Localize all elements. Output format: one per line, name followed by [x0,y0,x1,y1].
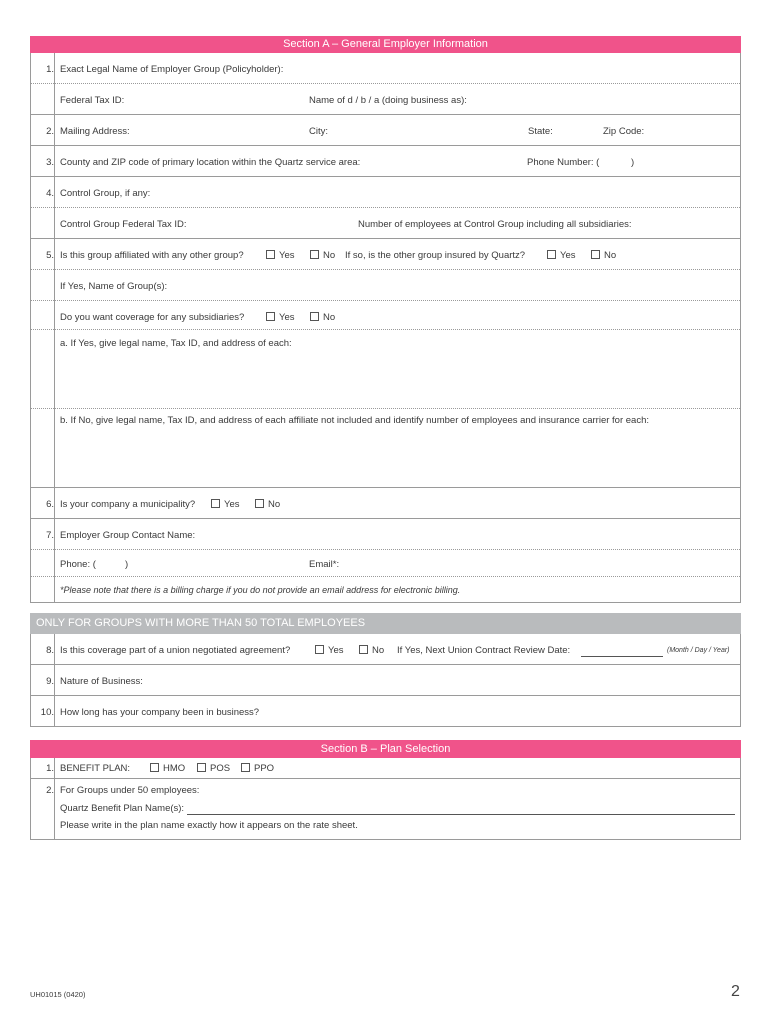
section-b-header: Section B – Plan Selection [30,740,741,758]
email-label: Email*: [309,559,340,570]
yes-label: Yes [224,499,240,510]
no-label: No [604,250,617,261]
benefit-plan-label: BENEFIT PLAN: [60,763,131,774]
federal-tax-row [31,84,740,115]
subsidiaries-no[interactable] [310,312,335,323]
federal-tax-id-label: Federal Tax ID: [60,95,125,106]
checkbox-icon[interactable] [547,250,556,259]
q8-row [31,634,740,665]
control-tax-id-label: Control Group Federal Tax ID: [60,219,187,230]
plan-names-label: Quartz Benefit Plan Name(s): [60,803,185,814]
control-group-label: Control Group, if any: [60,188,151,199]
q7-number: 7. [46,530,54,541]
nature-label: Nature of Business: [60,676,143,687]
checkbox-icon[interactable] [255,499,264,508]
county-label: County and ZIP code of primary location within the Quartz service area: [60,157,361,168]
checkbox-icon[interactable] [197,763,206,772]
next-union-label: If Yes, Next Union Contract Review Date: [397,645,571,656]
page-number: 2 [731,983,740,1000]
q3-number: 3. [46,157,54,168]
q2-row [31,115,740,146]
subsidiaries-b-row [31,409,740,488]
checkbox-icon[interactable] [315,645,324,654]
phone-close-paren-2: ) [125,559,129,570]
subsidiaries-label: Do you want coverage for any subsidiaries? [60,312,245,323]
plan-instruction: Please write in the plan name exactly how it appears on the rate sheet. [60,820,358,831]
how-long-label: How long has your company been in business? [60,707,260,718]
under50-label: For Groups under 50 employees: [60,785,200,796]
checkbox-icon[interactable] [359,645,368,654]
q1-row [31,53,740,84]
q5-row [31,239,740,270]
no-label: No [323,250,336,261]
ppo-option[interactable] [241,763,274,774]
affiliated-label: Is this group affiliated with any other group? [60,250,244,261]
affiliated-no[interactable] [310,250,335,261]
city-label: City: [309,126,328,137]
section-a-box [30,53,741,603]
q4-number: 4. [46,188,54,199]
q9-number: 9. [46,676,54,687]
checkbox-icon[interactable] [591,250,600,259]
hmo-label: HMO [163,763,186,774]
hmo-option[interactable] [150,763,185,774]
phone-close-paren: ) [631,157,635,168]
q9-row [31,665,740,696]
phone-label: Phone: ( [60,559,96,570]
subsidiaries-a-text: a. If Yes, give legal name, Tax ID, and address of each: [60,338,292,349]
checkbox-icon[interactable] [310,312,319,321]
q1-number: 1. [46,64,54,75]
no-label: No [372,645,385,656]
pos-option[interactable] [197,763,230,774]
checkbox-icon[interactable] [150,763,159,772]
large-groups-header: ONLY FOR GROUPS WITH MORE THAN 50 TOTAL EMPLOYEES [30,613,741,634]
union-date-field[interactable] [581,645,663,657]
if-yes-name-label: If Yes, Name of Group(s): [60,281,168,292]
pos-label: POS [210,763,231,774]
q2-number: 2. [46,126,54,137]
insured-no[interactable] [591,250,616,261]
checkbox-icon[interactable] [241,763,250,772]
yes-label: Yes [279,250,295,261]
dba-label: Name of d / b / a (doing business as): [309,95,467,106]
checkbox-icon[interactable] [211,499,220,508]
checkbox-icon[interactable] [266,250,275,259]
yes-label: Yes [279,312,295,323]
municipality-yes[interactable] [211,499,240,510]
insured-by-label: If so, is the other group insured by Quartz? [345,250,526,261]
municipality-no[interactable] [255,499,280,510]
subsidiaries-a-row [31,330,740,409]
form-code: UH01015 (0420) [30,990,86,999]
insured-yes[interactable] [547,250,576,261]
q5-number: 5. [46,250,54,261]
billing-note-row [31,577,740,603]
mailing-address-label: Mailing Address: [60,126,130,137]
plan-names-field[interactable] [187,803,735,815]
zip-label: Zip Code: [603,126,645,137]
legal-name-label: Exact Legal Name of Employer Group (Policyholder): [60,64,284,75]
q10-number: 10. [40,707,54,718]
q7-row [31,519,740,550]
date-hint: (Month / Day / Year) [667,647,730,654]
yes-label: Yes [560,250,576,261]
q4-row [31,177,740,208]
under50-row [31,779,740,840]
billing-note: *Please note that there is a billing charge if you do not provide an email address for electronic billing. [60,585,461,595]
section-b-box [30,758,741,840]
q6-row [31,488,740,519]
no-label: No [323,312,336,323]
control-tax-row [31,208,740,239]
q3-row [31,146,740,177]
checkbox-icon[interactable] [310,250,319,259]
union-yes[interactable] [315,645,344,656]
section-a-header: Section A – General Employer Information [30,36,741,53]
subsidiaries-yes[interactable] [266,312,295,323]
subsidiaries-row [31,301,740,330]
num-employees-label: Number of employees at Control Group including all subsidiaries: [358,219,632,230]
no-label: No [268,499,281,510]
phone-number-label: Phone Number: ( [527,157,600,168]
large-groups-box [30,634,741,727]
state-label: State: [528,126,553,137]
checkbox-icon[interactable] [266,312,275,321]
q8-number: 8. [46,645,54,656]
union-label: Is this coverage part of a union negotiated agreement? [60,645,291,656]
yes-label: Yes [328,645,344,656]
q10-row [31,696,740,727]
municipality-label: Is your company a municipality? [60,499,196,510]
b2-number: 2. [46,785,54,796]
contact-name-label: Employer Group Contact Name: [60,530,196,541]
benefit-plan-row [31,758,740,779]
group-names-row [31,270,740,301]
subsidiaries-b-text: b. If No, give legal name, Tax ID, and address of each affiliate not included and identify number of employees and insurance carrier for each: [60,415,649,426]
phone-email-row [31,550,740,577]
ppo-label: PPO [254,763,275,774]
b1-number: 1. [46,763,54,774]
union-no[interactable] [359,645,384,656]
affiliated-yes[interactable] [266,250,295,261]
q6-number: 6. [46,499,54,510]
